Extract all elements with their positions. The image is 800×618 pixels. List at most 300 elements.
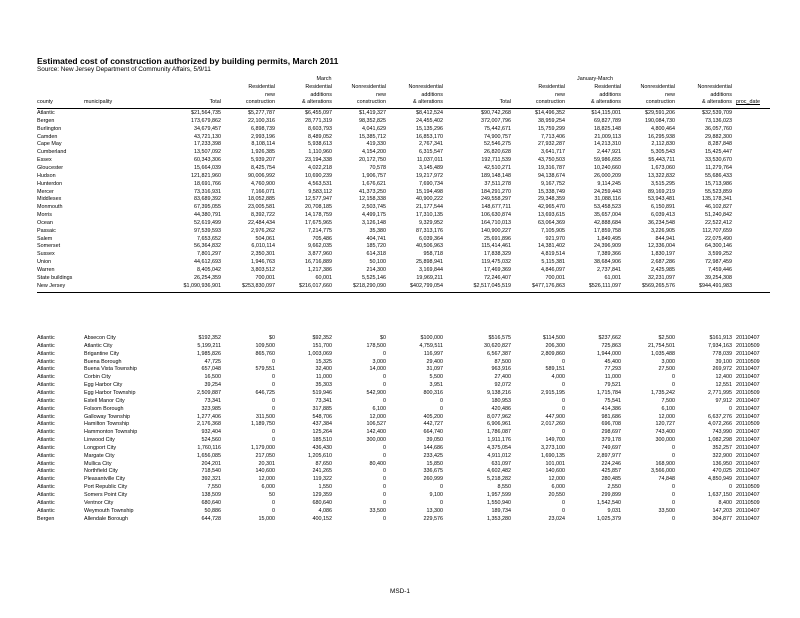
cell-res-alt2: 2,897,977 xyxy=(597,452,621,459)
cell-nonres-new2: 1,735,242 xyxy=(651,389,675,396)
cell-nonres-new: $1,419,327 xyxy=(359,110,386,116)
cell-municipality: Pleasantville City xyxy=(84,476,126,483)
cell-municipality: Allendale Borough xyxy=(84,515,129,522)
county-row xyxy=(0,189,800,197)
header-nonres-new-ytd-line3: construction xyxy=(645,99,675,106)
cell-res-alt2: 2,737,841 xyxy=(597,267,621,273)
cell-res-new: 50 xyxy=(269,492,275,498)
cell-nonres-new: 1,906,757 xyxy=(362,172,386,179)
cell-nonres-new: 0 xyxy=(383,476,386,483)
cell-nonres-new2: 1,673,060 xyxy=(651,164,675,171)
cell-nonres-new: 0 xyxy=(383,374,386,381)
cell-res-new2: 15,338,749 xyxy=(538,188,565,195)
cell-nonres-new: 4,499,175 xyxy=(362,212,386,219)
county-row xyxy=(0,204,800,212)
cell-county: Hunterdon xyxy=(37,180,63,187)
cell-res-new2: 0 xyxy=(562,507,565,514)
cell-total: 1,985,826 xyxy=(197,350,221,357)
cell-res-new: 22,484,434 xyxy=(248,219,275,226)
cell-total2: 106,630,874 xyxy=(481,212,511,219)
cell-total: 7,653,652 xyxy=(197,235,221,242)
cell-total: 121,821,960 xyxy=(191,172,221,179)
cell-nonres-new: 542,900 xyxy=(366,389,386,396)
cell-county: Bergen xyxy=(37,117,55,124)
cell-nonres-new2: 12,000 xyxy=(658,413,675,420)
cell-nonres-new2: 0 xyxy=(672,452,675,459)
cell-nonres-alt2: 352,257 xyxy=(712,444,732,451)
cell-res-new2: 4,000 xyxy=(551,374,565,381)
cell-nonres-new: 2,503,745 xyxy=(362,204,386,211)
header-county: county xyxy=(37,99,53,105)
cell-nonres-alt: 16,853,170 xyxy=(416,133,443,140)
header-nonres-alt-ytd-line3: & alterations xyxy=(702,99,732,106)
cell-nonres-new2: 16,295,938 xyxy=(648,133,675,140)
cell-res-new: 12,000 xyxy=(258,476,275,483)
cell-nonres-alt: 260,999 xyxy=(423,476,443,483)
cell-res-alt: $92,352 xyxy=(312,335,332,341)
cell-res-alt: $6,455,097 xyxy=(305,110,332,116)
cell-nonres-new2: 168,900 xyxy=(655,460,675,467)
cell-county: Atlantic xyxy=(37,484,55,491)
municipality-row xyxy=(0,335,800,343)
cell-nonres-alt: $8,412,524 xyxy=(416,110,443,116)
cell-proc: 20110407 xyxy=(736,374,760,381)
cell-nonres-new2: 89,169,219 xyxy=(648,188,675,195)
cell-nonres-alt: $402,799,054 xyxy=(410,282,443,289)
cell-nonres-new: 20,172,750 xyxy=(359,157,386,164)
cell-nonres-alt: 87,313,176 xyxy=(416,227,443,234)
cell-total: $192,352 xyxy=(198,335,221,341)
cell-nonres-new2: 33,500 xyxy=(658,507,675,514)
cell-municipality: Longport City xyxy=(84,444,117,451)
cell-nonres-new2: 55,443,711 xyxy=(648,157,675,164)
cell-county: Bergen xyxy=(37,515,55,522)
cell-nonres-alt: 9,100 xyxy=(429,492,443,498)
cell-nonres-new: 178,500 xyxy=(366,342,386,349)
cell-res-alt: 1,110,960 xyxy=(308,149,332,156)
cell-res-alt2: 77,293 xyxy=(604,366,621,373)
cell-nonres-alt: 3,169,844 xyxy=(419,267,443,273)
cell-total: 7,801,297 xyxy=(197,251,221,258)
cell-county: Atlantic xyxy=(37,397,55,404)
cell-nonres-new: 35,380 xyxy=(369,227,386,234)
cell-nonres-new2: $569,265,576 xyxy=(642,282,675,289)
cell-nonres-new: 12,000 xyxy=(369,413,386,420)
cell-county: Hudson xyxy=(37,172,56,179)
cell-res-new: 109,500 xyxy=(255,342,275,349)
cell-total2: 8,077,962 xyxy=(487,413,511,420)
cell-total: 657,048 xyxy=(201,366,221,373)
cell-total: 8,405,042 xyxy=(197,267,221,273)
cell-nonres-alt: 4,759,511 xyxy=(419,342,443,349)
cell-nonres-alt2: 4,850,949 xyxy=(708,476,732,483)
header-nonres-new-ytd-line1: Nonresidential xyxy=(640,84,675,90)
cell-res-new: 0 xyxy=(272,437,275,444)
municipality-row xyxy=(0,382,800,390)
cell-county: Monmouth xyxy=(37,204,63,211)
cell-nonres-new2: $2,500 xyxy=(658,335,675,341)
cell-nonres-alt2: 8,400 xyxy=(718,499,732,506)
cell-res-alt2: 1,542,540 xyxy=(597,499,621,506)
municipality-row xyxy=(0,351,800,359)
cell-res-alt: 23,194,338 xyxy=(305,157,332,164)
header-nonres-alt-ytd-line1: Nonresidential xyxy=(697,84,732,90)
cell-nonres-new: 50,100 xyxy=(369,259,386,266)
header-res-new-line3: construction xyxy=(245,99,275,106)
cell-municipality: Folsom Borough xyxy=(84,405,124,412)
cell-res-new2: 2,809,860 xyxy=(541,350,565,357)
cell-total2: 1,550,940 xyxy=(487,499,511,506)
cell-total2: 6,567,387 xyxy=(487,350,511,357)
cell-res-alt: 20,708,185 xyxy=(305,204,332,211)
cell-res-new: 1,189,750 xyxy=(251,421,275,428)
cell-res-new: 0 xyxy=(272,507,275,514)
cell-res-alt2: 981,686 xyxy=(601,413,621,420)
cell-res-new: 4,760,900 xyxy=(251,180,275,187)
cell-res-new: 700,001 xyxy=(255,274,275,281)
cell-county: Atlantic xyxy=(37,468,55,475)
header-res-new-line2: new xyxy=(265,91,275,98)
cell-res-alt2: 21,009,113 xyxy=(594,133,621,140)
cell-nonres-alt: 15,135,296 xyxy=(416,125,443,132)
cell-proc: 20110407 xyxy=(736,444,760,451)
cell-res-alt: 436,430 xyxy=(312,444,332,451)
cell-res-alt: $216,017,660 xyxy=(299,282,332,289)
municipality-row xyxy=(0,468,800,476)
cell-res-alt2: 425,857 xyxy=(601,468,621,475)
cell-total2: 963,916 xyxy=(491,366,511,373)
cell-res-alt: 317,885 xyxy=(312,405,332,412)
cell-res-new2: 94,138,674 xyxy=(538,172,565,179)
cell-res-new: 0 xyxy=(272,397,275,404)
cell-total: 392,321 xyxy=(201,476,221,483)
page-footer: MSD-1 xyxy=(390,588,410,595)
cell-res-alt2: 24,259,443 xyxy=(594,188,621,195)
cell-nonres-new2: 5,305,543 xyxy=(651,149,675,156)
header-nonres-alt-line3: & alterations xyxy=(413,99,443,106)
cell-nonres-alt: 2,767,341 xyxy=(419,141,443,148)
cell-nonres-new2: 27,500 xyxy=(658,366,675,373)
cell-nonres-new2: 6,150,891 xyxy=(651,204,675,211)
cell-nonres-alt: 442,727 xyxy=(423,421,443,428)
municipality-row xyxy=(0,476,800,484)
cell-municipality: Buena Vista Township xyxy=(84,366,137,373)
cell-nonres-alt2: 55,686,433 xyxy=(705,172,732,179)
cell-total2: 189,148,148 xyxy=(481,172,511,179)
header-group-march: March xyxy=(316,76,332,82)
cell-county: Passaic xyxy=(37,227,56,234)
cell-res-alt2: 38,684,906 xyxy=(594,259,621,266)
cell-total2: 87,500 xyxy=(494,358,511,365)
cell-res-new2: 27,932,287 xyxy=(538,141,565,148)
cell-res-alt: 548,706 xyxy=(312,413,332,420)
cell-res-new: 2,993,196 xyxy=(251,133,275,140)
cell-res-new2: 149,700 xyxy=(545,437,565,444)
cell-total2: 148,677,711 xyxy=(481,204,511,211)
header-nonres-alt-ytd-line2: additions xyxy=(710,91,732,98)
cell-total: 56,364,832 xyxy=(194,243,221,250)
municipality-row xyxy=(0,453,800,461)
cell-total: 2,509,887 xyxy=(197,389,221,396)
municipality-row xyxy=(0,461,800,469)
cell-nonres-new2: 1,035,488 xyxy=(651,350,675,357)
cell-municipality: Absecon City xyxy=(84,335,116,341)
cell-nonres-alt2: 97,912 xyxy=(715,397,732,404)
cell-res-new2: 0 xyxy=(562,405,565,412)
cell-res-new2: 447,900 xyxy=(545,413,565,420)
cell-res-new2: 0 xyxy=(562,499,565,506)
cell-county: Atlantic xyxy=(37,342,55,349)
cell-nonres-alt: 13,300 xyxy=(426,507,443,514)
cell-res-new2: $477,176,863 xyxy=(532,282,565,289)
cell-res-new: 20,301 xyxy=(258,460,275,467)
municipality-row xyxy=(0,437,800,445)
cell-nonres-new: 80,400 xyxy=(369,460,386,467)
cell-res-alt2: 298,697 xyxy=(601,429,621,436)
cell-proc: 20110509 xyxy=(736,421,760,428)
cell-proc: 20110407 xyxy=(736,335,760,341)
cell-nonres-alt2: 33,530,670 xyxy=(705,157,732,164)
cell-nonres-alt2: 1,082,298 xyxy=(708,437,732,444)
cell-total2: 52,546,275 xyxy=(484,141,511,148)
cell-total2: 115,414,461 xyxy=(481,243,511,250)
cell-nonres-alt: 0 xyxy=(440,484,443,491)
cell-nonres-new: $218,290,090 xyxy=(353,282,386,289)
cell-total: 1,277,406 xyxy=(197,413,221,420)
cell-res-alt: 125,264 xyxy=(312,429,332,436)
cell-nonres-new: 3,000 xyxy=(372,358,386,365)
cell-nonres-new2: 300,000 xyxy=(655,437,675,444)
cell-nonres-alt: 9,329,952 xyxy=(419,219,443,226)
cell-total2: 180,953 xyxy=(491,397,511,404)
cell-nonres-alt: 0 xyxy=(440,397,443,404)
header-nonres-new-line3: construction xyxy=(356,99,386,106)
cell-res-alt2: 280,485 xyxy=(601,476,621,483)
cell-res-alt: 15,325 xyxy=(315,358,332,365)
cell-res-alt: 129,359 xyxy=(312,492,332,498)
cell-total: 718,540 xyxy=(201,468,221,475)
cell-nonres-new: 614,318 xyxy=(366,251,386,258)
municipality-row xyxy=(0,516,800,524)
cell-nonres-new2: 7,500 xyxy=(661,397,675,404)
cell-res-new2: 5,115,381 xyxy=(541,259,565,266)
cell-res-new: 8,392,722 xyxy=(251,212,275,219)
cell-res-alt: 1,550 xyxy=(318,484,332,491)
cell-res-alt2: 9,114,245 xyxy=(597,180,621,187)
cell-nonres-alt: 336,675 xyxy=(423,468,443,475)
cell-total: 1,760,116 xyxy=(197,444,221,451)
cell-nonres-alt: 31,097 xyxy=(426,366,443,373)
cell-res-alt2: 1,944,000 xyxy=(597,350,621,357)
cell-nonres-alt2: 7,934,163 xyxy=(708,342,732,349)
cell-total2: 372,007,796 xyxy=(481,117,511,124)
cell-total: 44,612,693 xyxy=(194,259,221,266)
cell-nonres-alt: 24,455,402 xyxy=(416,117,443,124)
cell-res-alt2: 35,657,004 xyxy=(594,212,621,219)
cell-total: $1,090,936,901 xyxy=(183,282,221,289)
cell-res-new: 1,926,385 xyxy=(251,149,275,156)
cell-res-alt2: 11,000 xyxy=(604,374,621,381)
cell-res-alt: 151,700 xyxy=(312,342,332,349)
cell-nonres-alt2: 11,279,764 xyxy=(705,164,732,171)
cell-nonres-alt2: 778,039 xyxy=(712,350,732,357)
cell-nonres-alt2: 29,882,300 xyxy=(705,133,732,140)
cell-nonres-new: 3,126,148 xyxy=(362,219,386,226)
cell-res-new2: 4,846,097 xyxy=(541,267,565,273)
cell-proc: 20110407 xyxy=(736,452,760,459)
cell-total2: 37,511,278 xyxy=(484,180,511,187)
cell-nonres-alt2: 136,950 xyxy=(712,460,732,467)
cell-nonres-new2: 3,515,295 xyxy=(651,180,675,187)
municipality-row xyxy=(0,500,800,508)
cell-total: 680,640 xyxy=(201,499,221,506)
cell-res-alt: 8,489,052 xyxy=(308,133,332,140)
cell-nonres-new: 404,741 xyxy=(366,235,386,242)
source-note: Source: New Jersey Department of Community Affairs, 5/9/11 xyxy=(37,66,211,73)
cell-county: Sussex xyxy=(37,251,55,258)
cell-county: Atlantic xyxy=(37,452,55,459)
cell-proc: 20110407 xyxy=(736,405,760,412)
cell-res-new2: 12,000 xyxy=(548,476,565,483)
cell-total2: 9,138,216 xyxy=(487,389,511,396)
cell-res-new2: 3,641,717 xyxy=(541,149,565,156)
cell-county: Atlantic xyxy=(37,437,55,444)
cell-nonres-alt: 405,200 xyxy=(423,413,443,420)
cell-total2: 6,906,961 xyxy=(487,421,511,428)
cell-res-new2: 101,001 xyxy=(545,460,565,467)
cell-proc: 20110509 xyxy=(736,484,760,491)
cell-nonres-alt2: 269,972 xyxy=(712,366,732,373)
cell-county: Atlantic xyxy=(37,460,55,467)
cell-res-alt: 241,265 xyxy=(312,468,332,475)
cell-county: Atlantic xyxy=(37,413,55,420)
cell-res-new2: 7,713,406 xyxy=(541,133,565,140)
cell-nonres-new2: 0 xyxy=(672,444,675,451)
cell-res-new2: 13,693,615 xyxy=(538,212,565,219)
cell-nonres-alt2: 743,990 xyxy=(712,429,732,436)
cell-nonres-alt: 116,997 xyxy=(423,350,443,357)
cell-nonres-new: 0 xyxy=(383,484,386,491)
cell-nonres-new: 0 xyxy=(383,444,386,451)
cell-res-new: 1,946,763 xyxy=(251,259,275,266)
cell-nonres-alt: 0 xyxy=(440,499,443,506)
cell-nonres-new2: 21,754,501 xyxy=(648,342,675,349)
cell-proc: 20110407 xyxy=(736,350,760,357)
cell-res-alt: 1,205,610 xyxy=(308,452,332,459)
cell-nonres-alt2: 15,713,986 xyxy=(705,180,732,187)
cell-municipality: Egg Harbor Township xyxy=(84,389,136,396)
cell-nonres-new: 12,158,338 xyxy=(359,196,386,203)
header-nonres-new-line2: new xyxy=(376,91,386,98)
cell-res-new: 23,005,581 xyxy=(248,204,275,211)
cell-res-new: 5,939,207 xyxy=(251,157,275,164)
cell-res-new: $253,830,097 xyxy=(242,282,275,289)
cell-res-alt2: 31,088,116 xyxy=(594,196,621,203)
cell-nonres-new2: 1,830,197 xyxy=(651,251,675,258)
cell-res-alt: 32,400 xyxy=(315,366,332,373)
county-row xyxy=(0,165,800,173)
cell-nonres-new: 1,676,621 xyxy=(362,180,386,187)
cell-nonres-new2: 36,234,548 xyxy=(648,219,675,226)
cell-total: 204,201 xyxy=(201,460,221,467)
cell-nonres-alt2: 22,522,412 xyxy=(705,219,732,226)
cell-nonres-alt: 11,037,011 xyxy=(416,157,443,164)
cell-nonres-new: 0 xyxy=(383,350,386,357)
header-res-alt-line1: Residential xyxy=(305,84,332,90)
cell-total: 7,550 xyxy=(207,484,221,491)
county-row xyxy=(0,141,800,149)
cell-res-new: 0 xyxy=(272,382,275,389)
cell-nonres-new: 0 xyxy=(383,499,386,506)
cell-nonres-alt2: 15,425,447 xyxy=(705,149,732,156)
municipality-row xyxy=(0,414,800,422)
cell-res-alt: 519,946 xyxy=(312,389,332,396)
cell-total2: 26,820,628 xyxy=(484,149,511,156)
cell-nonres-new: 4,154,200 xyxy=(362,149,386,156)
cell-res-new2: 6,000 xyxy=(551,484,565,491)
cell-res-alt2: 379,178 xyxy=(601,437,621,444)
cell-nonres-new2: 74,848 xyxy=(658,476,675,483)
cell-nonres-alt: 40,506,963 xyxy=(416,243,443,250)
cell-county: Atlantic xyxy=(37,429,55,436)
cell-total: 97,539,593 xyxy=(194,227,221,234)
cell-county: Atlantic xyxy=(37,374,55,381)
cell-nonres-new: 142,400 xyxy=(366,429,386,436)
cell-res-new2: 4,819,514 xyxy=(541,251,565,258)
cell-county: Cumberland xyxy=(37,149,67,156)
header-res-alt-ytd-line2: additions xyxy=(599,91,621,98)
cell-county: Ocean xyxy=(37,219,53,226)
cell-total2: 30,620,827 xyxy=(484,342,511,349)
cell-nonres-new: 0 xyxy=(383,492,386,498)
cell-res-new: 18,052,885 xyxy=(248,196,275,203)
cell-nonres-new2: 0 xyxy=(672,499,675,506)
cell-proc: 20110407 xyxy=(736,437,760,444)
cell-res-new2: 63,064,369 xyxy=(538,219,565,226)
cell-res-alt: 12,577,947 xyxy=(305,196,332,203)
cell-res-new: 0 xyxy=(272,358,275,365)
cell-county: Atlantic xyxy=(37,382,55,389)
cell-nonres-alt2: 147,203 xyxy=(712,507,732,514)
cell-nonres-new2: 6,039,413 xyxy=(651,212,675,219)
cell-res-new: 6,010,114 xyxy=(251,243,275,250)
cell-nonres-new2: 3,566,000 xyxy=(651,468,675,475)
header-nonres-alt-line1: Nonresidential xyxy=(408,84,443,90)
cell-res-alt2: 9,031 xyxy=(607,507,621,514)
cell-res-new2: 19,316,787 xyxy=(538,164,565,171)
cell-total: 47,725 xyxy=(204,358,221,365)
cell-nonres-alt2: 72,987,459 xyxy=(705,259,732,266)
cell-nonres-alt2: 51,240,842 xyxy=(705,212,732,219)
cell-municipality: Port Republic City xyxy=(84,484,128,491)
cell-total: 73,316,931 xyxy=(194,188,221,195)
cell-total: 73,341 xyxy=(204,397,221,404)
cell-proc: 20110509 xyxy=(736,358,760,365)
county-row xyxy=(0,283,800,291)
cell-nonres-alt2: 73,136,023 xyxy=(705,117,732,124)
cell-res-alt2: 10,240,660 xyxy=(594,164,621,171)
cell-res-alt: 3,877,960 xyxy=(308,251,332,258)
cell-total: 67,395,055 xyxy=(194,204,221,211)
cell-res-alt2: 61,001 xyxy=(604,274,621,281)
cell-res-alt2: $526,111,097 xyxy=(588,282,621,289)
cell-nonres-new2: 190,084,730 xyxy=(645,117,675,124)
cell-res-alt2: 414,386 xyxy=(601,405,621,412)
cell-nonres-alt: 15,194,498 xyxy=(416,188,443,195)
cell-res-alt: 4,086 xyxy=(318,507,332,514)
cell-nonres-alt2: 0 xyxy=(729,484,732,491)
cell-res-new2: 29,348,359 xyxy=(538,196,565,203)
